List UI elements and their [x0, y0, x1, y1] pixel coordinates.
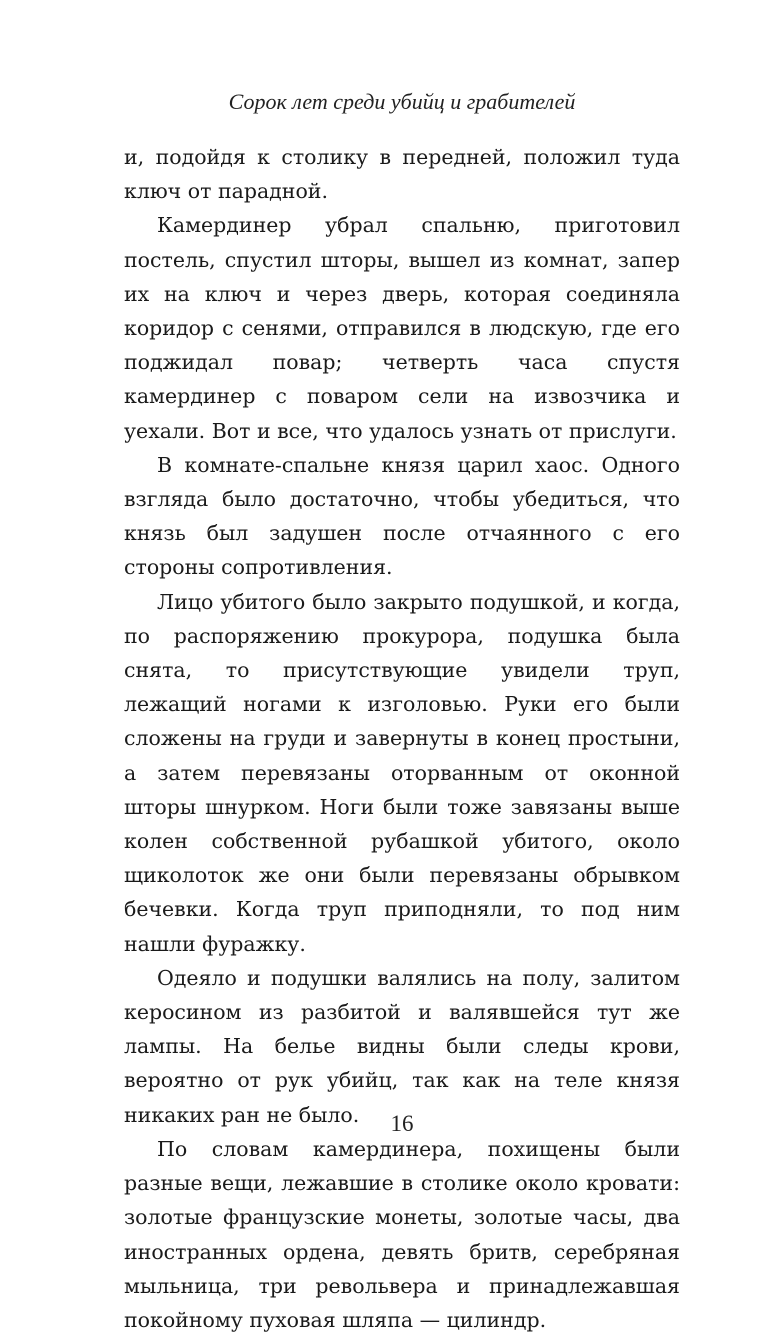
paragraph: В комнате-спальне князя царил хаос. Одного взгляда было достаточно, чтобы убедиться, что князь был задушен после отчаянного с его стороны сопротивления. — [124, 452, 680, 580]
paragraph: Одеяло и подушки валялись на полу, залитом керосином из разбитой и валявшейся тут же лампы. На белье видны были следы крови, вероятно от рук убийц, так как на теле князя никаких ран не было. — [124, 965, 680, 1127]
paragraph: Камердинер убрал спальню, приготовил постель, спустил шторы, вышел из комнат, запер их на ключ и через дверь, которая соединяла коридор с сенями, отправился в людскую, где его поджидал повар; четверть часа спустя камердинер с поваром сели на извозчика и уехали. Вот и все, что удалось узнать от прислуги. — [124, 213, 680, 443]
body-text — [124, 140, 680, 1337]
running-header-title: Сорок лет среди убийц и грабителей — [228, 89, 576, 114]
paragraph: Лицо убитого было закрыто подушкой, и когда, по распоряжению прокурора, подушка была снята, то присутствующие увидели труп, лежащий ногами к изголовью. Руки его были сложены на груди и завернуты в конец простыни, а затем перевязаны оторванным от оконной шторы шнурком. Ноги были тоже завязаны выше колен собственной рубашкой убитого, около щиколоток же они были перевязаны обрывком бечевки. Когда труп приподняли, то под ним нашли фуражку. — [124, 589, 680, 956]
page-number: 16 — [390, 1111, 414, 1136]
paragraph: По словам камердинера, похищены были разные вещи, лежавшие в столике около кровати: золотые французские монеты, золотые часы, два иностранных ордена, девять бритв, серебряная мыльница, три револьвера и принадлежавшая покойному пуховая шляпа — цилиндр. — [124, 1136, 680, 1332]
paragraph: и, подойдя к столику в передней, положил туда ключ от парадной. — [124, 145, 680, 204]
